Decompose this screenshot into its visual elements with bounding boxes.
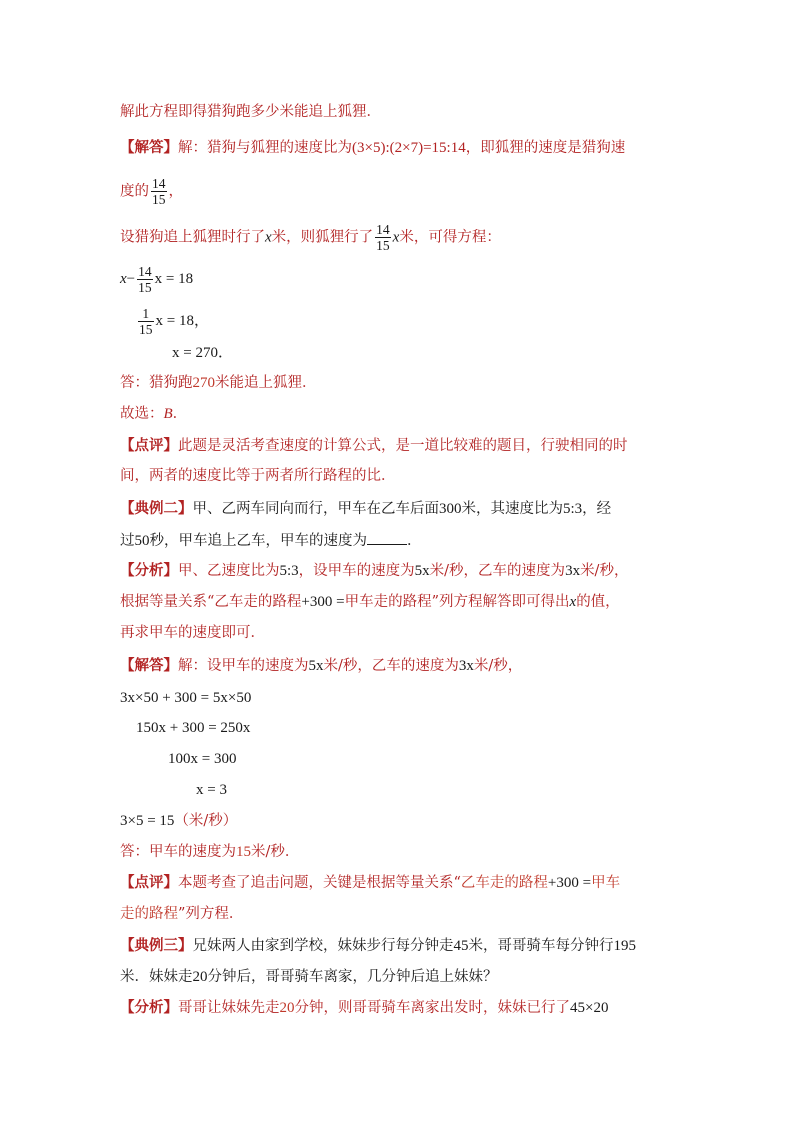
text: 设猎狗追上狐狸时行了 (120, 229, 265, 246)
choice-letter: B (163, 406, 173, 422)
text: 再求甲车的速度即可． (120, 625, 265, 641)
denominator: 15 (138, 280, 152, 295)
comment-tag: 【点评】 (120, 437, 178, 454)
analysis-line (120, 561, 628, 581)
ratio: 5:3 (563, 501, 583, 517)
ratio: 5:3 (279, 563, 299, 579)
example-line (120, 499, 611, 519)
text: ，设甲车的速度为 (298, 563, 415, 579)
numerator: 14 (376, 222, 390, 237)
fraction (137, 264, 153, 295)
text: ． (172, 406, 188, 422)
text: 解：猎狗与狐狸的速度比为 (178, 140, 352, 156)
equation (136, 306, 209, 337)
text: 米/秒 (251, 844, 285, 860)
fraction (151, 176, 167, 207)
text: 米能追上狐狸． (215, 375, 317, 391)
answer-line (120, 842, 299, 862)
math-expression: 3x×50 + 300 = 5x×50 (120, 690, 252, 706)
numerator: 14 (138, 264, 152, 279)
comment-line (120, 436, 628, 456)
denominator: 15 (152, 192, 166, 207)
analysis-tag: 【分析】 (120, 999, 178, 1016)
math-expression: 3×5 = 15 (120, 813, 175, 829)
answer-tag: 【解答】 (120, 657, 178, 674)
denominator: 15 (139, 322, 153, 337)
math-expression: 100x = 300 (168, 751, 237, 767)
math-expression: x = 270 (172, 345, 218, 361)
equation (172, 343, 233, 363)
text: ，即狐狸的速度是猎狗速 (465, 140, 626, 156)
math-expression: 45×20 (570, 1000, 609, 1016)
text: 米/秒，乙车的速度为 (323, 658, 459, 674)
text: 乙车走的路程 (460, 875, 548, 891)
equation (168, 749, 236, 769)
answer-number: 270 (192, 375, 215, 391)
text: 度的 (120, 183, 149, 200)
math-expression: +300 = (547, 875, 592, 891)
analysis-tag: 【分析】 (120, 562, 178, 579)
text: 米，可得方程： (399, 229, 501, 246)
math-expression: 5x (308, 658, 324, 674)
example-tag: 【典例三】 (120, 937, 193, 954)
text: 甲车走的路程”列方程解答即可得出 (344, 594, 570, 610)
number: 20 (279, 1000, 295, 1016)
comment-tag: 【点评】 (120, 874, 178, 891)
math-expression: x = 3 (196, 782, 227, 798)
number: 45 (453, 938, 469, 954)
text: 间，两者的速度比等于两者所行路程的比． (120, 468, 396, 484)
text: ，经 (582, 501, 612, 517)
text: 分钟后，哥哥骑车离家，几分钟后追上妹妹？ (207, 969, 498, 985)
analysis-line (120, 592, 620, 612)
variable: x (392, 229, 400, 246)
text: 兄妹两人由家到学校，妹妹步行每分钟走 (192, 938, 454, 954)
math-expression: x = 18 (155, 312, 194, 329)
number: 195 (613, 938, 636, 954)
math-expression: x = 18 (154, 270, 194, 287)
text: 答：甲车的速度为 (120, 844, 236, 860)
answer-blank (367, 530, 407, 545)
example-line (120, 936, 636, 956)
text: 秒，甲车追上乙车，甲车的速度为 (149, 533, 367, 549)
math-expression: +300 = (301, 594, 345, 610)
text: 答：猎狗跑 (120, 375, 193, 391)
text: 此题是灵活考查速度的计算公式，是一道比较难的题目，行驶相同的时 (178, 438, 628, 454)
example-line (120, 967, 498, 987)
text: 分钟，则哥哥骑车离家出发时，妹妹已行了 (294, 1000, 570, 1016)
unit: （米/秒） (174, 813, 238, 829)
text: 本题考查了追击问题，关键是根据等量关系“ (178, 875, 461, 891)
number: 300 (439, 501, 462, 517)
text-line (120, 102, 381, 122)
answer-line (120, 373, 317, 393)
text: 哥哥让妹妹先走 (178, 1000, 280, 1016)
text-line (120, 176, 183, 207)
number: 50 (134, 533, 150, 549)
variable: x (569, 594, 577, 610)
analysis-line (120, 623, 265, 643)
denominator: 15 (376, 238, 390, 253)
text: 解：设甲车的速度为 (178, 658, 309, 674)
text-line (120, 222, 501, 253)
math-expression: (3×5):(2×7)=15:14 (352, 140, 466, 156)
text: 甲、乙两车同向而行，甲车在乙车后面 (192, 501, 439, 517)
equation (120, 811, 237, 831)
text: 米/秒， (580, 563, 629, 579)
text: ， (168, 183, 183, 200)
text: 故选： (120, 406, 164, 422)
equation (120, 688, 251, 708)
text: ． (407, 533, 422, 549)
text: 米/秒，乙车的速度为 (429, 563, 566, 579)
text: 米，其速度比为 (461, 501, 563, 517)
text: ， (193, 312, 209, 329)
text: 米/秒， (473, 658, 523, 674)
fraction (138, 306, 154, 337)
comment-line (120, 904, 243, 924)
math-expression: 150x + 300 = 250x (136, 720, 251, 736)
operator: − (126, 270, 136, 287)
numerator: 14 (152, 176, 166, 191)
example-tag: 【典例二】 (120, 500, 193, 517)
text: 甲车 (591, 875, 621, 891)
analysis-line (120, 998, 608, 1018)
text: 根据等量关系“乙车走的路程 (120, 594, 302, 610)
text: ． (217, 345, 233, 361)
comment-line (120, 873, 620, 893)
math-expression: 5x (414, 563, 430, 579)
answer-tag: 【解答】 (120, 139, 178, 156)
equation (136, 718, 250, 738)
variable: x (120, 270, 127, 287)
text: 甲、乙速度比为 (178, 563, 280, 579)
variable: x (265, 229, 272, 246)
equation (120, 264, 193, 295)
text: 米．妹妹走 (120, 969, 193, 985)
math-expression: 3x (458, 658, 474, 674)
math-expression: 3x (565, 563, 581, 579)
solution-line (120, 138, 625, 158)
fraction (375, 222, 391, 253)
solution-line (120, 656, 522, 676)
example-line (120, 530, 422, 551)
text: 走的路程 (120, 906, 178, 922)
number: 20 (192, 969, 208, 985)
text: 过 (120, 533, 135, 549)
answer-number: 15 (236, 844, 251, 860)
text: ”列方程． (178, 906, 244, 922)
numerator: 1 (138, 306, 154, 322)
text: 米，哥哥骑车每分钟行 (468, 938, 614, 954)
text: 的值， (576, 594, 620, 610)
comment-line (120, 466, 396, 486)
text: 解此方程即得猎狗跑多少米能追上狐狸． (120, 104, 381, 120)
equation (196, 780, 227, 800)
choice-line (120, 404, 187, 424)
text: 米，则狐狸行了 (271, 229, 374, 246)
text: ． (284, 844, 300, 860)
